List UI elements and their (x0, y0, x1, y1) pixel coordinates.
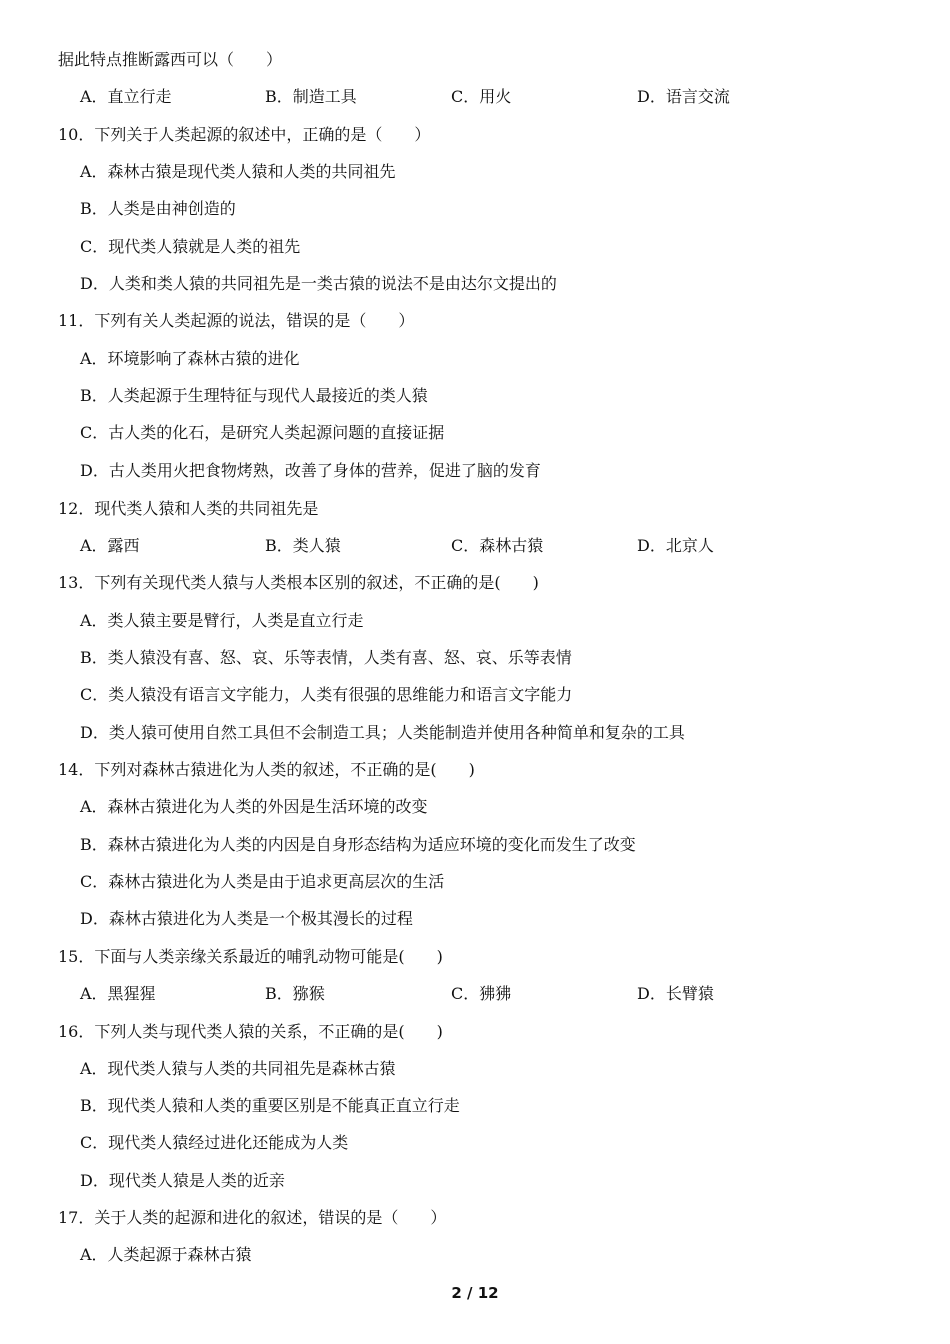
q12-option-d: D．北京人 (637, 536, 714, 555)
q13-option-b: B．类人猿没有喜、怒、哀、乐等表情，人类有喜、怒、哀、乐等表情 (80, 648, 572, 667)
q12-option-b: B．类人猿 (265, 536, 341, 555)
q10-option-b: B．人类是由神创造的 (80, 199, 236, 218)
q11-option-a: A．环境影响了森林古猿的进化 (80, 349, 300, 368)
q16-option-d: D．现代类人猿是人类的近亲 (80, 1171, 285, 1190)
q12-stem: 12．现代类人猿和人类的共同祖先是 (58, 499, 319, 518)
q16-option-b: B．现代类人猿和人类的重要区别是不能真正直立行走 (80, 1096, 460, 1115)
q13-option-d: D．类人猿可使用自然工具但不会制造工具；人类能制造并使用各种简单和复杂的工具 (80, 723, 685, 742)
q15-stem: 15．下面与人类亲缘关系最近的哺乳动物可能是( ) (58, 947, 443, 966)
q10-option-d: D．人类和类人猿的共同祖先是一类古猿的说法不是由达尔文提出的 (80, 274, 557, 293)
q13-option-a: A．类人猿主要是臂行，人类是直立行走 (80, 611, 364, 630)
q12-option-c: C．森林古猿 (451, 536, 544, 555)
page-number: 2 / 12 (451, 1284, 499, 1302)
q11-option-b: B．人类起源于生理特征与现代人最接近的类人猿 (80, 386, 428, 405)
intro-stem: 据此特点推断露西可以（ ） (58, 50, 283, 69)
q11-stem: 11．下列有关人类起源的说法，错误的是（ ） (58, 311, 415, 330)
intro-option-a: A．直立行走 (80, 87, 172, 106)
q16-option-c: C．现代类人猿经过进化还能成为人类 (80, 1133, 349, 1152)
q14-option-a: A．森林古猿进化为人类的外因是生活环境的改变 (80, 797, 428, 816)
intro-option-d: D．语言交流 (637, 87, 730, 106)
q13-option-c: C．类人猿没有语言文字能力，人类有很强的思维能力和语言文字能力 (80, 685, 573, 704)
q12-option-a: A．露西 (80, 536, 140, 555)
q10-stem: 10．下列关于人类起源的叙述中，正确的是（ ） (58, 125, 431, 144)
q10-option-a: A．森林古猿是现代类人猿和人类的共同祖先 (80, 162, 396, 181)
q16-option-a: A．现代类人猿与人类的共同祖先是森林古猿 (80, 1059, 396, 1078)
q11-option-d: D．古人类用火把食物烤熟，改善了身体的营养，促进了脑的发育 (80, 461, 541, 480)
q16-stem: 16．下列人类与现代类人猿的关系，不正确的是( ) (58, 1022, 443, 1041)
q14-option-c: C．森林古猿进化为人类是由于追求更高层次的生活 (80, 872, 445, 891)
q14-stem: 14．下列对森林古猿进化为人类的叙述，不正确的是( ) (58, 760, 475, 779)
intro-option-b: B．制造工具 (265, 87, 357, 106)
intro-option-c: C．用火 (451, 87, 512, 106)
q17-option-a: A．人类起源于森林古猿 (80, 1245, 252, 1264)
q13-stem: 13．下列有关现代类人猿与人类根本区别的叙述，不正确的是( ) (58, 573, 539, 592)
q10-option-c: C．现代类人猿就是人类的祖先 (80, 237, 301, 256)
q14-option-d: D．森林古猿进化为人类是一个极其漫长的过程 (80, 909, 413, 928)
q15-option-d: D．长臂猿 (637, 984, 714, 1003)
q15-option-c: C．狒狒 (451, 984, 512, 1003)
q15-option-a: A．黑猩猩 (80, 984, 156, 1003)
q15-option-b: B．猕猴 (265, 984, 325, 1003)
q14-option-b: B．森林古猿进化为人类的内因是自身形态结构为适应环境的变化而发生了改变 (80, 835, 636, 854)
q11-option-c: C．古人类的化石，是研究人类起源问题的直接证据 (80, 423, 445, 442)
q17-stem: 17．关于人类的起源和进化的叙述，错误的是（ ） (58, 1208, 447, 1227)
